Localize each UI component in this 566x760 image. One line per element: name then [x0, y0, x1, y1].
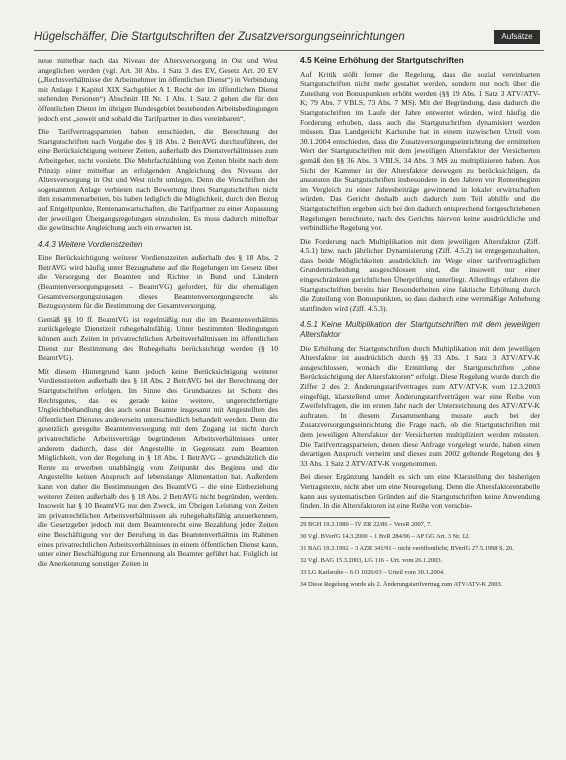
section-heading: 4.5 Keine Erhöhung der Startgutschriften: [300, 56, 464, 65]
subheading: 4.5.1 Keine Multiplikation der Startgutschriften mit dem jeweiligen Altersfaktor: [300, 320, 540, 340]
footnote-rule: [300, 517, 390, 518]
footnote: 32 Vgl. BAG 15.3.2003, LG 116 – Urt. vom 26.1.2003.: [300, 556, 443, 564]
section-tag: Aufsätze: [494, 30, 540, 44]
paragraph: Die Tarifvertragsparteien haben entschieden, die Berechnung der Startgutschriften nach Vorgabe des § 18 Abs. 2 BetrAVG durchzuführen, der eine Berücksichtigung weiterer Zeiten, außerhalb des Dienstverhältnisses zum Arbeitgeber, nicht vorsieht. Die Mehrfachzählung von Zeiten bleibt nach dem Prinzip einer mittelbar an erfolgenden Angleichung des Niveaus der Altersversorgung in Ost und West nicht umlegen. Denn die Vorschriften der sogenannten Anlage verbieten nach Bewertung ihres Startgutschriften nicht ihm zusammenarbeiten, bis haben lediglich die Möglichkeit, durch den Bezug auf Entgeltpunkte, Rentenanwartschaften, die Tarifpartner zu einer Anpassung der jeweiligen Übergangsregelungen einzuholen. Es muss dadurch mittelbar die gewünschte Angleichung auch ein erwarten ist.: [38, 127, 278, 233]
running-header: [34, 28, 544, 51]
paragraph: Die Erhöhung der Startgutschriften durch Multiplikation mit dem jeweiligen Altersfaktor ist ausdrücklich durch §§ 33 Abs. 1 Satz 3 ATV/ATV-K ausgeschlossen, wonach die Ermittlung der Startgutschriften „ohne Berücksichtigung der Altersfaktoren“ erfolgt. Diese Regelung wurde durch die Ziffer 2 des 2. Änderungstarifvertrages zum ATV/ATV-K vom 12.3.2003 eingefügt, klarstellend unter Änderungstarifverträgen war eine Reihe von Zweifelsfragen, die im ersten Jahr nach der Unterzeichnung des ATV/ATV-K auftraten. In diesem Zusammenhang musste auch bei der Zusatzversorgungseinrichtung die Frage nach, ob die Startgutschriften mit dem jeweiligen Altersfaktor der Versicherten multipliziert werden müssten. Die Tarifvertragsparteien, denen diese Anfrage vorgelegt wurde, haben einen derartigen Anspruch verneint und dieses zum 2002 geltende Regelung des § 33 Abs. 1 Satz 2 ATV/ATV-K vorgenommen.: [300, 343, 540, 468]
right-column: [300, 56, 540, 746]
footnote: 30 Vgl. BVerfG 14.3.2000 – 1 BvR 284/96 – AP GG Art. 3 Nr. 12.: [300, 532, 471, 540]
paragraph: Die Forderung nach Multiplikation mit dem jeweiligen Altersfaktor (Ziff. 4.5.1) bzw. nach jährlicher Dynamisierung (Ziff. 4.5.2) ist entgegenzuhalten, dass beide Möglichkeiten ausdrücklich im Wege einer tarifvertraglichen Grundentscheidung ausgeschlossen sind, die insoweit nur einer eingeschränkten gerichtlichen Überprüfung unterliegt. Allerdings erfahren die Startgutschriften bereits hier Besonderheiten eine faktische Erhöhung durch die Zuteilung von Bonuspunkten, so dass dadurch eine wertmäßige Anhebung stattfinden wird (Ziff. 4.5.3).: [300, 236, 540, 313]
paragraph: neue mittelbar nach das Niveau der Altersversorgung in Ost und West angeglichen werden (vgl. Art. 30 Abs. 1 Satz 3 des EV, Gesetz Art. 20 EV („Rechtsverhältnisse der Arbeitnehmer im öffentlichen Dienst“) in Verbindung mit Anlage I Kapitel XIX Sachgebiet A I. Recht der im öffentlichen Dienst stehenden Personen“) Abschnitt III Nr. 1 Abs. 1 Satz 2 gehen die für den öffentlichen Dienst im übrigen Bundesgebiet bestehenden Arbeitsbedingungen jedoch erst „soweit und sobald die Tarifpartner in dies vereinbaren“.: [38, 56, 278, 123]
footnote: 34 Diese Regelung wurde als 2. Änderungstarifvertrag zum ATV/ATV-K 2003.: [300, 580, 503, 588]
footnote: 29 BGH 19.3.1980 – IV ZR 22/86 – VersR 2007, 7.: [300, 520, 432, 528]
footnote: 33 LG Karlsruhe – 6 O 1026/03 – Urteil vom 30.1.2004.: [300, 568, 445, 576]
left-column: [38, 56, 278, 746]
paragraph: Mit diesem Hintergrund kann jedoch keine Berücksichtigung weiterer Vordienstzeiten außerhalb des § 18 Abs. 2 BetrAVG bei der Berechnung der Startgutschriften erfolgen. Im Sinne des Grundsatzes ist Schutz des Rechtsgutes, das es gerade keine weitere, ungerechtfertigte Ungleichbehandlung des auch sonst Beamte insgesamt mit Angestellten des öffentlichen Dienstes andererseits unterschiedlich behandelt werden. Denn die gesetzlich geregelte Beamtenversorgung mit dem Zugang ist nicht durch privatrechtliche Arbeitsverträge begründeten Arbeitsverhältnisses unter anderem dadurch, dass der Angestellte in Gegensatz zum Beamten Möglichkeit, von der Regelung in § 18 Abs. 1 BetrAVG – grundsätzlich die Rente zu erwerben unabhängig vom Zeitpunkt des Beginns und die Angestellte keinen Anspruch auf lebenslange Alimentation hat. Außerdem kann von daher die Bestimmungen des BeamtVG – die eine Einbeziehung weiterer Zeiten außerhalb des § 18 Abs. 2 BetrAVG nicht begründen, werden. Insoweit hat § 10 BeamtVG nur den Zweck, im Übrigen Leistung von Zeiten im privatrechtlichen Arbeitsverhältnissen als ruhegehaltsfähig anzuerkennen, die Gesetzgeber jedoch mit dem Beamtenrecht eine Bezahlung jeder Zeiten eine Beschäftigung vor der Berufung in das Beamtenverhältnis im Rahmen eines privatrechtlichen Arbeitsverhältnisses in einem öffentlichen Dienst kann, unter einer Beschäftigung zur Ernennung als Beamter geführt hat. Folglich ist die Anerkennung sonstiger Zeiten in: [38, 366, 278, 568]
running-title: Hügelschäffer, Die Startgutschriften der Zusatzversorgungseinrichtungen: [34, 31, 405, 43]
paragraph: Gemäß §§ 10 ff. BeamtVG ist regelmäßig nur die im Beamtenverhältnis zurückgelegte Dienstzeit ruhegehaltsfähig. Unter bestimmten Bedingungen können auch Zeiten in privatrechtlichen Arbeitsverhältnissen im öffentlichen Dienst zur Bestimmung des Ruhegehalts berücksichtigt werden (§ 10 BeamtVG).: [38, 314, 278, 363]
footnote: 31 BAG 19.3.1992 – 3 AZR 341/91 – nicht veröffentlicht; BVerfG 27.5.1998 S. 20.: [300, 544, 514, 552]
subheading: 4.4.3 Weitere Vordienstzeiten: [38, 239, 143, 249]
paragraph: Eine Berücksichtigung weiterer Vordienstzeiten außerhalb des § 18 Abs. 2 BetrAVG wird häufig unter Bezugnahme auf die Regelungen im Gesetz über die Versorgung der Beamten und Richter in Bund und Ländern (Beamtenversorgungsgesetz – BeamtVG) gefordert, für die ehemaligen Gesamtversorgungszusagen dieses Beamtenversorgungsrecht als Bezugssystem für die Bestimmung der Gesamtversorgung.: [38, 253, 278, 311]
paragraph: Bei dieser Ergänzung handelt es sich um eine Klarstellung der bisherigen Vertragstexte, nicht aber um eine Neuregelung. Denn die Altersfaktorentabelle kann aus systematischen Gründen auf die Startgutschriften keine Anwendung finden. In die Altersfaktoren ist eine Reihe von verschie-: [300, 472, 540, 511]
paragraph: Auf Kritik stößt ferner die Regelung, dass die sozial vereinbarten Startgutschriften nicht mehr gestaltet werden, sondern nur noch über die Zuteilung von Bonuspunkten erhöht werden (§§ 19 Abs. 1 Satz 3 ATV/ATV-K; 79 Abs. 7 VBLS, 73 Abs. 7 MS). Mit der Begründung, dass dadurch die Startgutschriften im Laufe der Jahre entwertet würden, wird häufig die Forderung erhoben, dass auch die Startgutschriften dynamisiert werden müssen. Das Landgericht Karlsruhe hat in einem inzwischen Urteil vom 30.1.2004 entschieden, dass die Zusatzversorgungseinrichtung der ermittelten Wert der Startgutschriften mit dem jeweiligen Altersfaktor der Versicherten gemäß den §§ 36 Abs. 3 VBLS, 34 Abs. 3 MS zu multiplizieren haben. Aus Sicht der Kammer ist der Altersfaktor deswegen zu berücksichtigen, da ansonsten die Startgutschriften insbesondere in den Jahren vor Rentenbeginn im Vergleich zu einer Jahresbeiträge gewinnend in lokaler erwirtschaften würden. Das Gericht deshalb auch dadurch zum Teil abhilfe und die Startgutschriften ergeben sich bei den dadurch entsprechend fortgeschriebenen Regelungen berechnete, nach des Gerichts hiervon keine ausdrückliche und verbindliche Regelung vor.: [300, 69, 540, 233]
